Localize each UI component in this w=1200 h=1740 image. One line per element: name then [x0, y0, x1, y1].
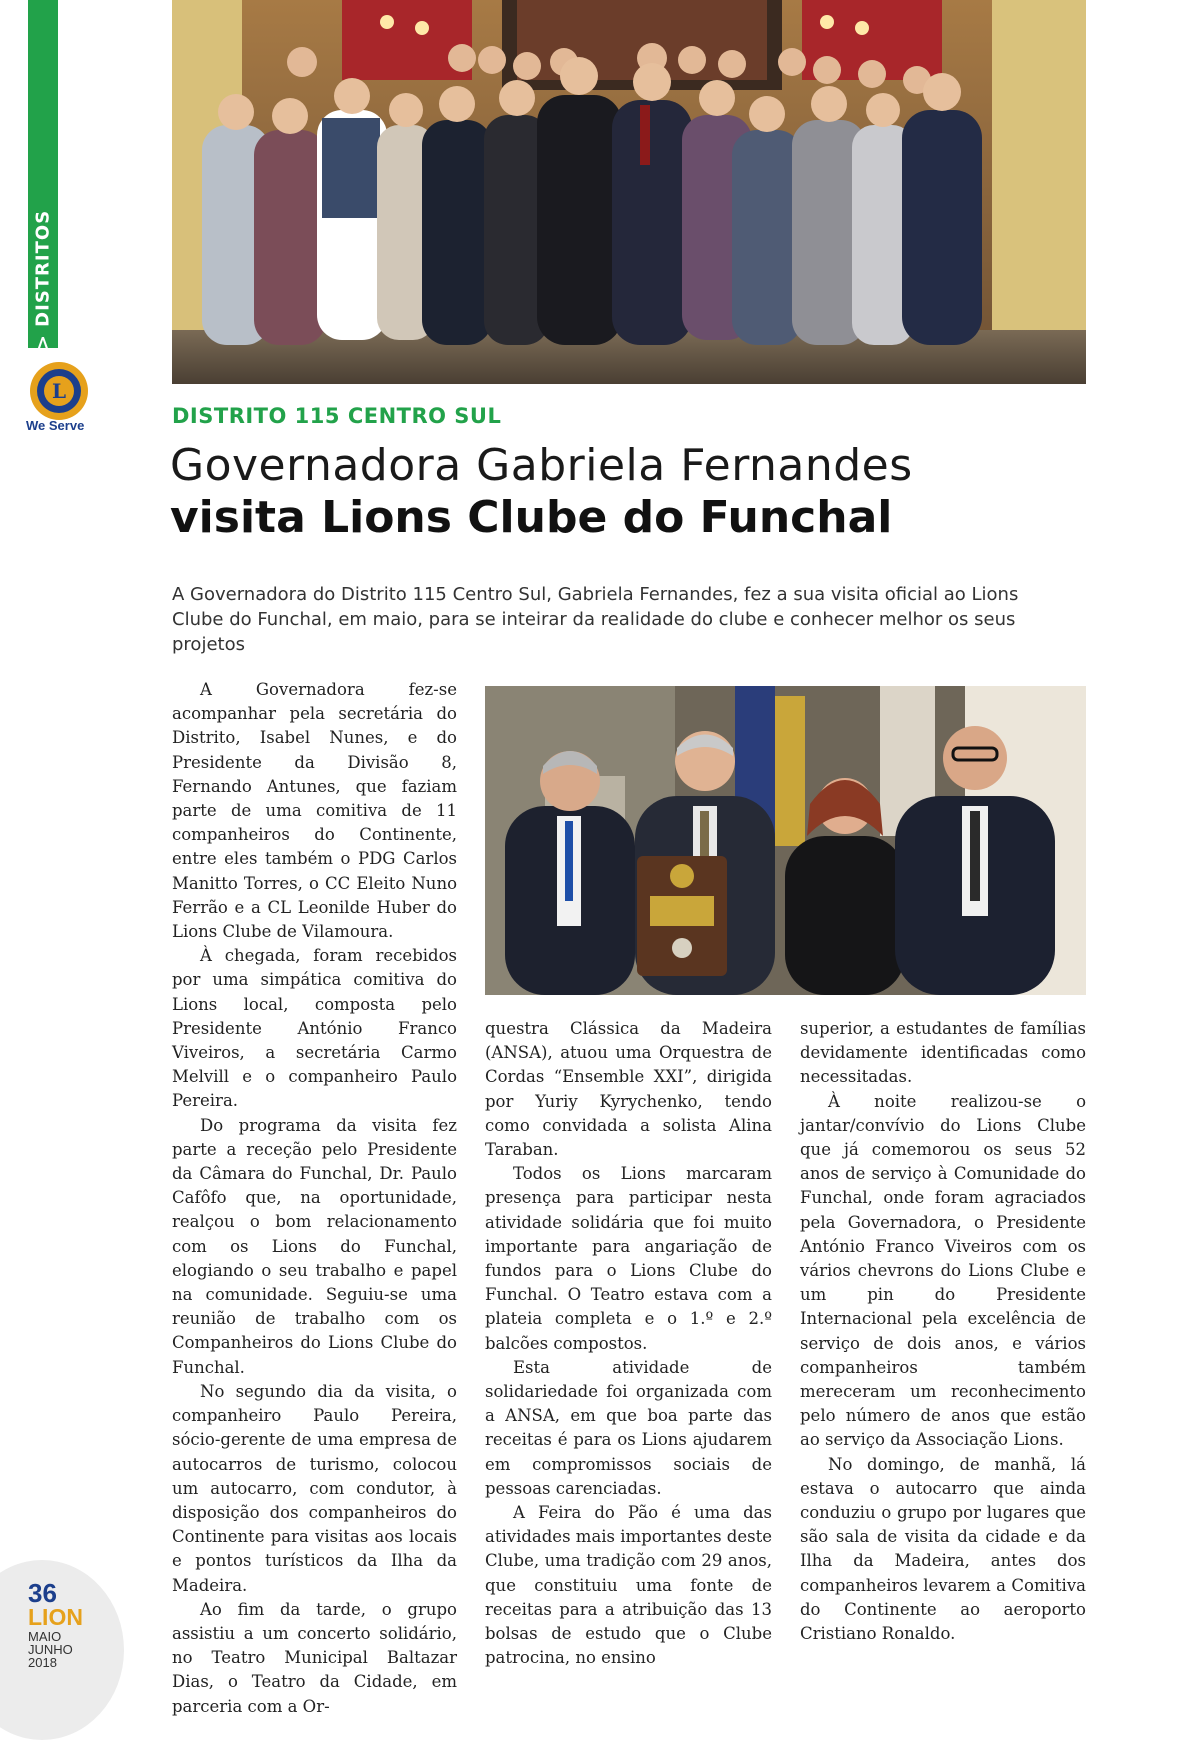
magazine-name: LION [28, 1604, 83, 1630]
lions-emblem-icon [28, 360, 90, 422]
paragraph: A Governadora fez-se acompanhar pela secretária do Distrito, Isabel Nunes, e do Presidente da Divisão 8, Fernando Antunes, que faziam parte de uma comitiva de 11 companheiros do Continente, entre eles também o PDG Carlos Manitto Torres, o CC Eleito Nuno Ferrão e a CL Leonilde Huber do Lions Clube de Vilamoura. [172, 680, 457, 942]
page-number: 36 [28, 1578, 57, 1608]
issue-month-1: MAIO [28, 1629, 62, 1644]
paragraph: No domingo, de manhã, lá estava o autocarro que ainda conduziu o grupo por lugares que são sala de visita da cidade e da Ilha da Madeira, antes dos companheiros levarem a Comitiva do Continente ao aeroporto Cristiano Ronaldo. [800, 1454, 1086, 1644]
article-column-2 [485, 1017, 772, 1670]
plaque-photo [485, 686, 1086, 995]
paragraph: À noite realizou-se o jantar/convívio do Lions Clube que já comemorou os seus 52 anos de serviço à Comunidade do Funchal, onde foram agraciados pela Governadora, o Presidente António Franco Viveiros com os vários chevrons do Lions Clube e um pin do Presidente Internacional pela excelência de serviço de dois anos, e vários companheiros também mereceram um reconhecimento pelo número de anos que estão ao serviço da Associação Lions. [800, 1091, 1086, 1450]
paragraph: A Feira do Pão é uma das atividades mais importantes deste Clube, uma tradição com 29 anos, que constituiu uma fonte de receitas para a atribuição das 13 bolsas de estudo que o Clube patrocina, no ensino [485, 1503, 772, 1668]
issue-month-2: JUNHO [28, 1642, 73, 1657]
article-kicker: DISTRITO 115 CENTRO SUL [172, 404, 502, 428]
article-title-line2: visita Lions Clube do Funchal [170, 492, 893, 543]
article-column-1 [172, 678, 457, 1719]
article-title-line1: Governadora Gabriela Fernandes [170, 440, 913, 491]
paragraph: questra Clássica da Madeira (ANSA), atuou uma Orquestra de Cordas “Ensemble XXI”, dirigida por Yuriy Kyrychenko, tendo como convidada a solista Alina Taraban. [485, 1019, 772, 1160]
paragraph: Ao fim da tarde, o grupo assistiu a um concerto solidário, no Teatro Municipal Baltazar Dias, o Teatro da Cidade, em parceria com a Or- [172, 1599, 457, 1716]
logo-tagline: We Serve [26, 418, 85, 433]
paragraph: À chegada, foram recebidos por uma simpática comitiva do Lions local, composta pelo Presidente António Franco Viveiros, a secretária Carmo Melvill e o companheiro Paulo Pereira. [172, 946, 457, 1111]
issue-year: 2018 [28, 1655, 57, 1670]
issue-date [28, 1630, 73, 1669]
paragraph: Do programa da visita fez parte a receção pelo Presidente da Câmara do Funchal, Dr. Paulo Cafôfo que, na oportunidade, realçou o bom relacionamento com os Lions do Funchal, elogiando o seu trabalho e papel na comunidade. Seguiu-se uma reunião de trabalho com os Companheiros do Lions Clube do Funchal. [172, 1115, 457, 1377]
article-lead: A Governadora do Distrito 115 Centro Sul, Gabriela Fernandes, fez a sua visita oficial ao Lions Clube do Funchal, em maio, para se inteirar da realidade do clube e conhecer melhor os seus projetos [172, 584, 1019, 655]
paragraph: Todos os Lions marcaram presença para participar nesta atividade solidária que foi muito importante para angariação de fundos para o Lions Clube do Funchal. O Teatro estava com a plateia completa e o 1.º e 2.º balcões compostos. [485, 1164, 772, 1353]
article-column-3 [800, 1017, 1086, 1646]
paragraph: No segundo dia da visita, o companheiro Paulo Pereira, sócio-gerente de uma empresa de autocarros de turismo, colocou um autocarro, com condutor, à disposição dos companheiros do Continente para visitas aos locais e pontos turísticos da Ilha da Madeira. [172, 1381, 457, 1595]
logo-letter: L [51, 379, 67, 403]
paragraph: Esta atividade de solidariedade foi organizada com a ANSA, em que boa parte das receitas é para os Lions ajudarem em compromissos sociais de pessoas carenciadas. [485, 1357, 772, 1498]
paragraph: superior, a estudantes de famílias devidamente identificadas como necessitadas. [800, 1019, 1086, 1087]
group-photo [172, 0, 1086, 384]
section-label: > DISTRITOS [32, 209, 54, 351]
